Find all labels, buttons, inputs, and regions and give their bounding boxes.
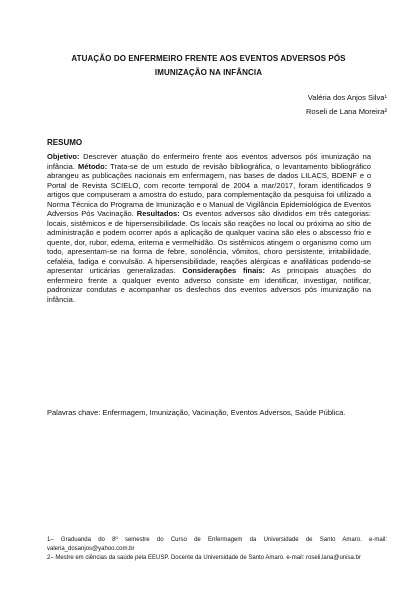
- abstract-heading: RESUMO: [47, 138, 83, 147]
- objetivo-text: Descrever atuação do enfermeiro frente aos eventos adversos pós imunização na infância.: [47, 152, 371, 171]
- metodo-label: Método:: [78, 161, 108, 171]
- metodo-text: Trata-se de um estudo de revisão bibliográfica, o levantamento bibliográfico abrangeu as publicações nacionais em enfermagem, nas bases de dados LILACS, BDENF e o Portal de Revista SCIELO, com recorte temporal de 2004 a mar/2017, foram identificados 9 artigos que compuseram a amostra do estudo, para complementação da pesquisa foi utilizado a Norma Técnica do Programa de Imunização e o Manual de Vigilância Epidemiológica de Eventos Adversos Pós Vacinação.: [47, 161, 371, 218]
- abstract-body: [47, 152, 371, 304]
- title-line-1: ATUAÇÃO DO ENFERMEIRO FRENTE AOS EVENTOS ADVERSOS PÓS: [71, 54, 346, 63]
- paper-title: [40, 52, 377, 80]
- objetivo-label: Objetivo:: [47, 152, 80, 161]
- consideracoes-label: Considerações finais:: [182, 266, 266, 275]
- resultados-label: Resultados:: [136, 209, 180, 218]
- title-line-2: IMUNIZAÇÃO NA INFÂNCIA: [154, 68, 263, 77]
- consideracoes-text: As principais atuações do enfermeiro frente a qualquer evento adverso consiste em identificar, investigar, notificar, padronizar condutas e acompanhar os desfechos dos eventos adversos pós imunização na infância.: [47, 266, 371, 304]
- footnotes: [47, 536, 387, 563]
- keywords: Palavras chave: Enfermagem, Imunização, Vacinação, Eventos Adversos, Saúde Pública.: [47, 408, 346, 417]
- footnote-1: 1– Graduanda do 8º semestre do Curso de Enfermagem da Universidade de Santo Amaro. e-mail: valeria_dosanjos@yahoo.com.br: [47, 537, 387, 552]
- author-1: Valéria dos Anjos Silva¹: [307, 93, 387, 102]
- author-2: Roseli de Lana Moreira²: [305, 107, 387, 116]
- resultados-text: Os eventos adversos são divididos em três categorias: locais, sistêmicos e de hipersensibilidade. Os locais são reações no local ou próxima ao sítio de administração e podem ocorrer após a aplicação de qualquer vacina são eles o abscesso frio e quente, dor, rubor, edema, eritema e vermelhidão. Os sistêmicos atingem o organismo como um todo, apresentam-se na forma de febre, sonolência, vômitos, choro persistente, irritabilidade, cefaléia, fadiga e convulsão. A hipersensibilidade, reações alérgicas e anafiláticas podendo-se apresentar urticárias generalizadas.: [47, 209, 371, 275]
- footnote-2: 2– Mestre em ciências da saúde pela EEUSP. Docente da Universidade de Santo Amaro. e-mail: roseli.lana@unisa.br: [47, 555, 361, 561]
- author-list: [306, 91, 387, 119]
